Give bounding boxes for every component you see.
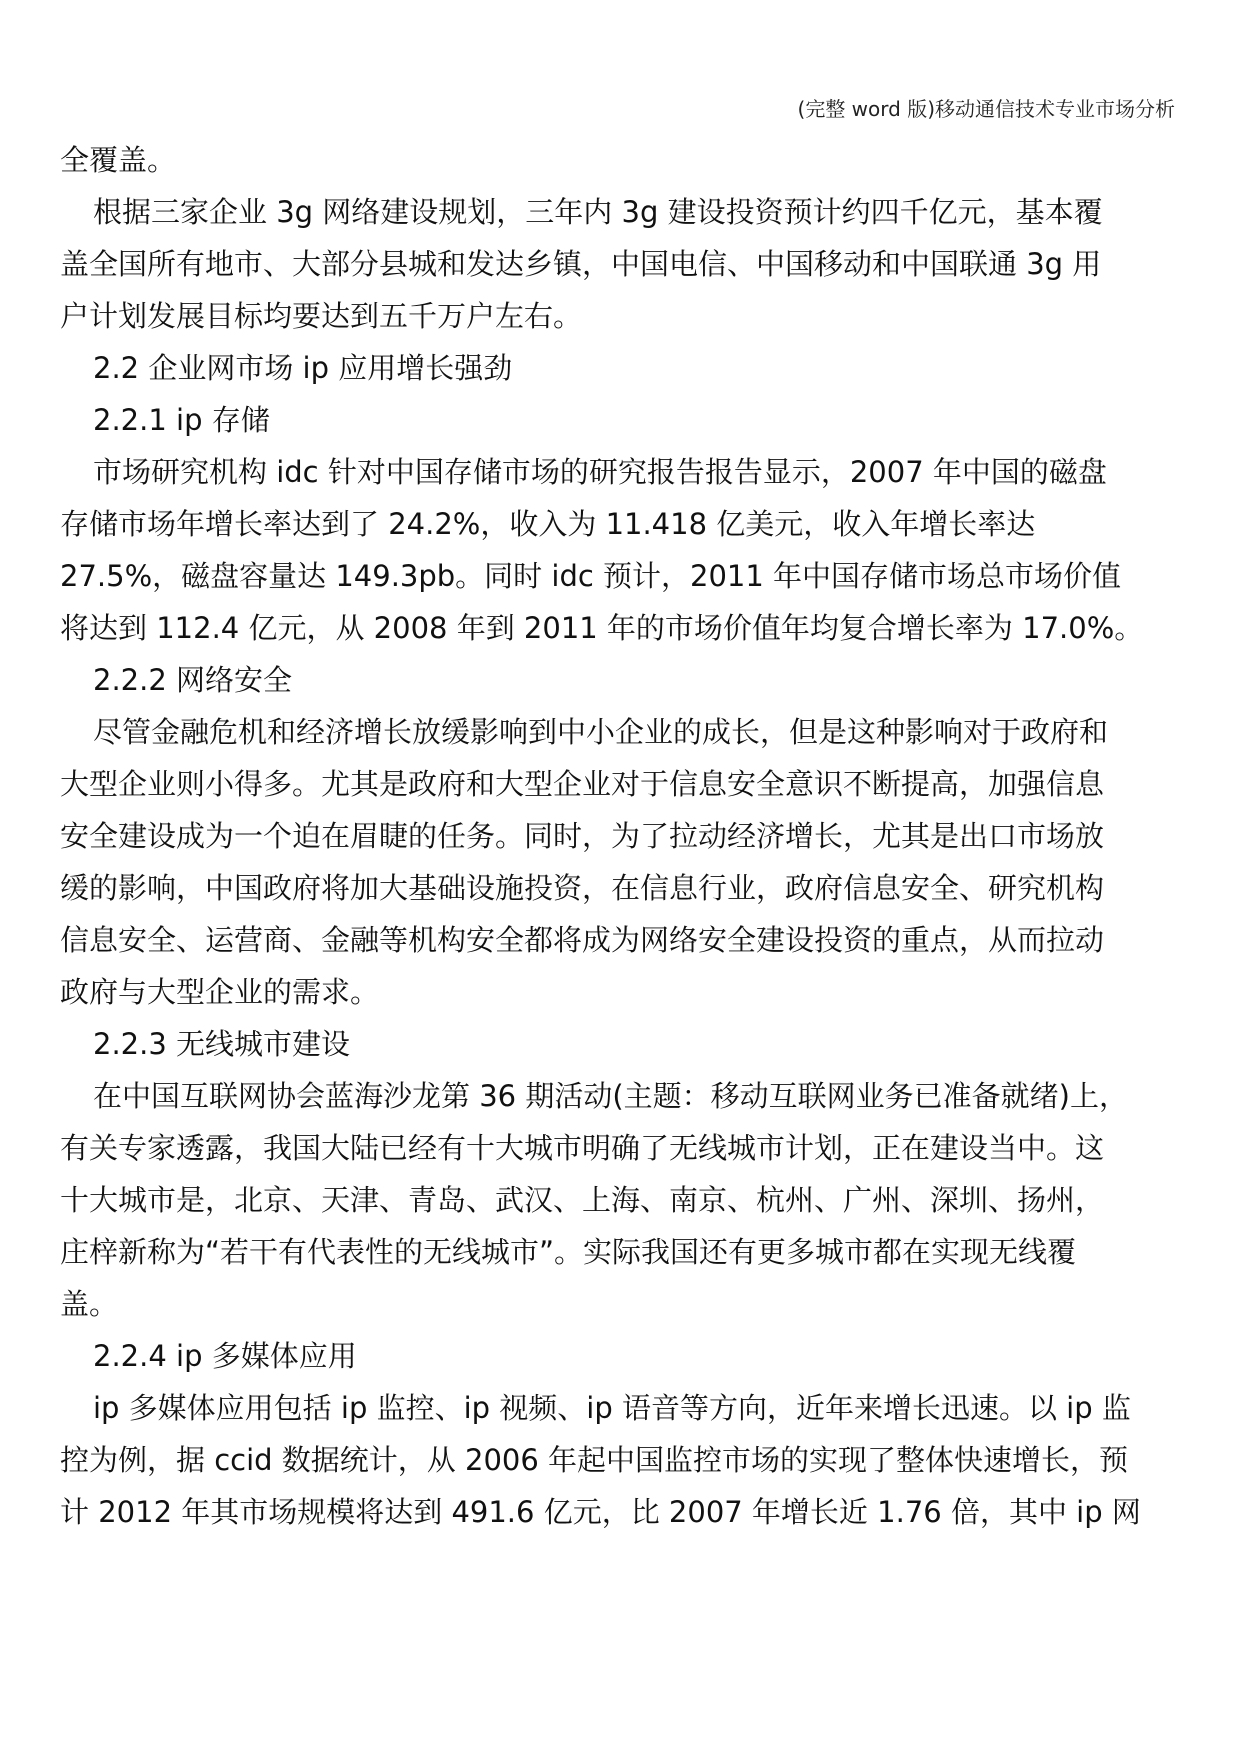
section-heading: 2.2 企业网市场 ip 应用增长强劲: [93, 351, 513, 385]
paragraph-line: 在中国互联网协会蓝海沙龙第 36 期活动(主题：移动互联网业务已准备就绪)上，: [93, 1079, 1128, 1113]
page-header: (完整 word 版)移动通信技术专业市场分析: [797, 97, 1175, 121]
paragraph-line: 户计划发展目标均要达到五千万户左右。: [60, 299, 583, 333]
paragraph-line: 大型企业则小得多。尤其是政府和大型企业对于信息安全意识不断提高，加强信息: [60, 767, 1105, 801]
section-heading: 2.2.4 ip 多媒体应用: [93, 1339, 357, 1373]
paragraph-line: 存储市场年增长率达到了 24.2%，收入为 11.418 亿美元，收入年增长率达: [60, 507, 1036, 541]
paragraph-line: 尽管金融危机和经济增长放缓影响到中小企业的成长，但是这种影响对于政府和: [93, 715, 1109, 749]
paragraph-line: 根据三家企业 3g 网络建设规划，三年内 3g 建设投资预计约四千亿元，基本覆: [93, 195, 1103, 229]
paragraph-line: 缓的影响，中国政府将加大基础设施投资，在信息行业，政府信息安全、研究机构: [60, 871, 1105, 905]
section-heading: 2.2.3 无线城市建设: [93, 1027, 351, 1061]
paragraph-line: 全覆盖。: [60, 143, 177, 177]
paragraph-line: 庄梓新称为“若干有代表性的无线城市”。实际我国还有更多城市都在实现无线覆: [60, 1235, 1077, 1269]
paragraph-line: 政府与大型企业的需求。: [60, 975, 380, 1009]
paragraph-line: 安全建设成为一个迫在眉睫的任务。同时，为了拉动经济增长，尤其是出口市场放: [60, 819, 1105, 853]
section-heading: 2.2.2 网络安全: [93, 663, 293, 697]
paragraph-line: 控为例，据 ccid 数据统计，从 2006 年起中国监控市场的实现了整体快速增长，预: [60, 1443, 1129, 1477]
paragraph-line: 盖。: [60, 1287, 119, 1321]
paragraph-line: 市场研究机构 idc 针对中国存储市场的研究报告报告显示，2007 年中国的磁盘: [93, 455, 1107, 489]
paragraph-line: 盖全国所有地市、大部分县城和发达乡镇，中国电信、中国移动和中国联通 3g 用: [60, 247, 1102, 281]
paragraph-line: 27.5%，磁盘容量达 149.3pb。同时 idc 预计，2011 年中国存储市场总市场价值: [60, 559, 1122, 593]
paragraph-line: 十大城市是，北京、天津、青岛、武汉、上海、南京、杭州、广州、深圳、扬州，: [60, 1183, 1105, 1217]
paragraph-line: 有关专家透露，我国大陆已经有十大城市明确了无线城市计划，正在建设当中。这: [60, 1131, 1105, 1165]
paragraph-line: 信息安全、运营商、金融等机构安全都将成为网络安全建设投资的重点，从而拉动: [60, 923, 1105, 957]
paragraph-line: 计 2012 年其市场规模将达到 491.6 亿元，比 2007 年增长近 1.76 倍，其中 ip 网: [60, 1495, 1141, 1529]
section-heading: 2.2.1 ip 存储: [93, 403, 270, 437]
paragraph-line: ip 多媒体应用包括 ip 监控、ip 视频、ip 语音等方向，近年来增长迅速。以 ip 监: [93, 1391, 1131, 1425]
document-body: [60, 134, 1185, 1538]
paragraph-line: 将达到 112.4 亿元，从 2008 年到 2011 年的市场价值年均复合增长率为 17.0%。: [60, 611, 1144, 645]
